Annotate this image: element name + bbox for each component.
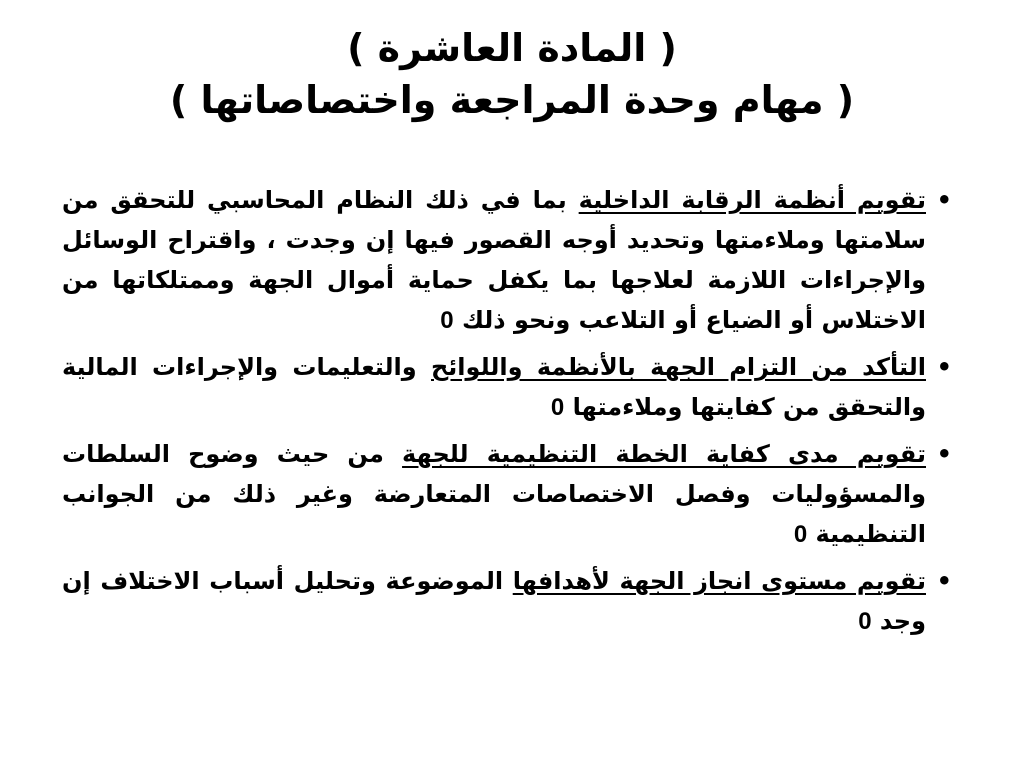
bullet-end-marker: 0 <box>858 608 872 635</box>
bullet-end-marker: 0 <box>793 521 808 548</box>
title-line-1: ( المادة العاشرة ) <box>347 26 677 70</box>
bullet-highlight: التأكد من التزام الجهة بالأنظمة واللوائح <box>431 353 926 381</box>
bullet-end-marker: 0 <box>550 394 565 421</box>
bullet-text: بما في ذلك النظام المحاسبي للتحقق من سلامتها وملاءمتها وتحديد أوجه القصور فيها إن وجدت ، واقتراح الوسائل والإجراءات اللازمة لعلاجها بما يكفل حماية أموال الجهة وممتلكاتها من الاختلاس أو الضياع أو التلاعب ونحو ذلك <box>62 186 926 334</box>
bullet-end-marker: 0 <box>440 307 454 334</box>
bullet-list <box>62 180 952 648</box>
slide-title <box>40 22 984 126</box>
bullet-highlight: تقويم أنظمة الرقابة الداخلية <box>578 186 926 214</box>
bullet-text: من حيث وضوح السلطات والمسؤوليات وفصل الاختصاصات المتعارضة وغير ذلك من الجوانب التنظيمية <box>62 440 926 548</box>
bullet-item-4 <box>62 561 952 642</box>
title-line-2: ( مهام وحدة المراجعة واختصاصاتها ) <box>169 78 855 122</box>
bullet-item-3 <box>62 434 952 555</box>
bullet-item-2 <box>62 347 952 428</box>
bullet-text: الموضوعة وتحليل أسباب الاختلاف إن وجد <box>62 567 926 635</box>
bullet-text: والتعليمات والإجراءات المالية والتحقق من كفايتها وملاءمتها <box>62 353 926 421</box>
bullet-highlight: تقويم مستوى انجاز الجهة لأهدافها <box>512 567 926 595</box>
bullet-highlight: تقويم مدى كفاية الخطة التنظيمية للجهة <box>402 440 926 468</box>
bullet-item-1 <box>62 180 952 341</box>
